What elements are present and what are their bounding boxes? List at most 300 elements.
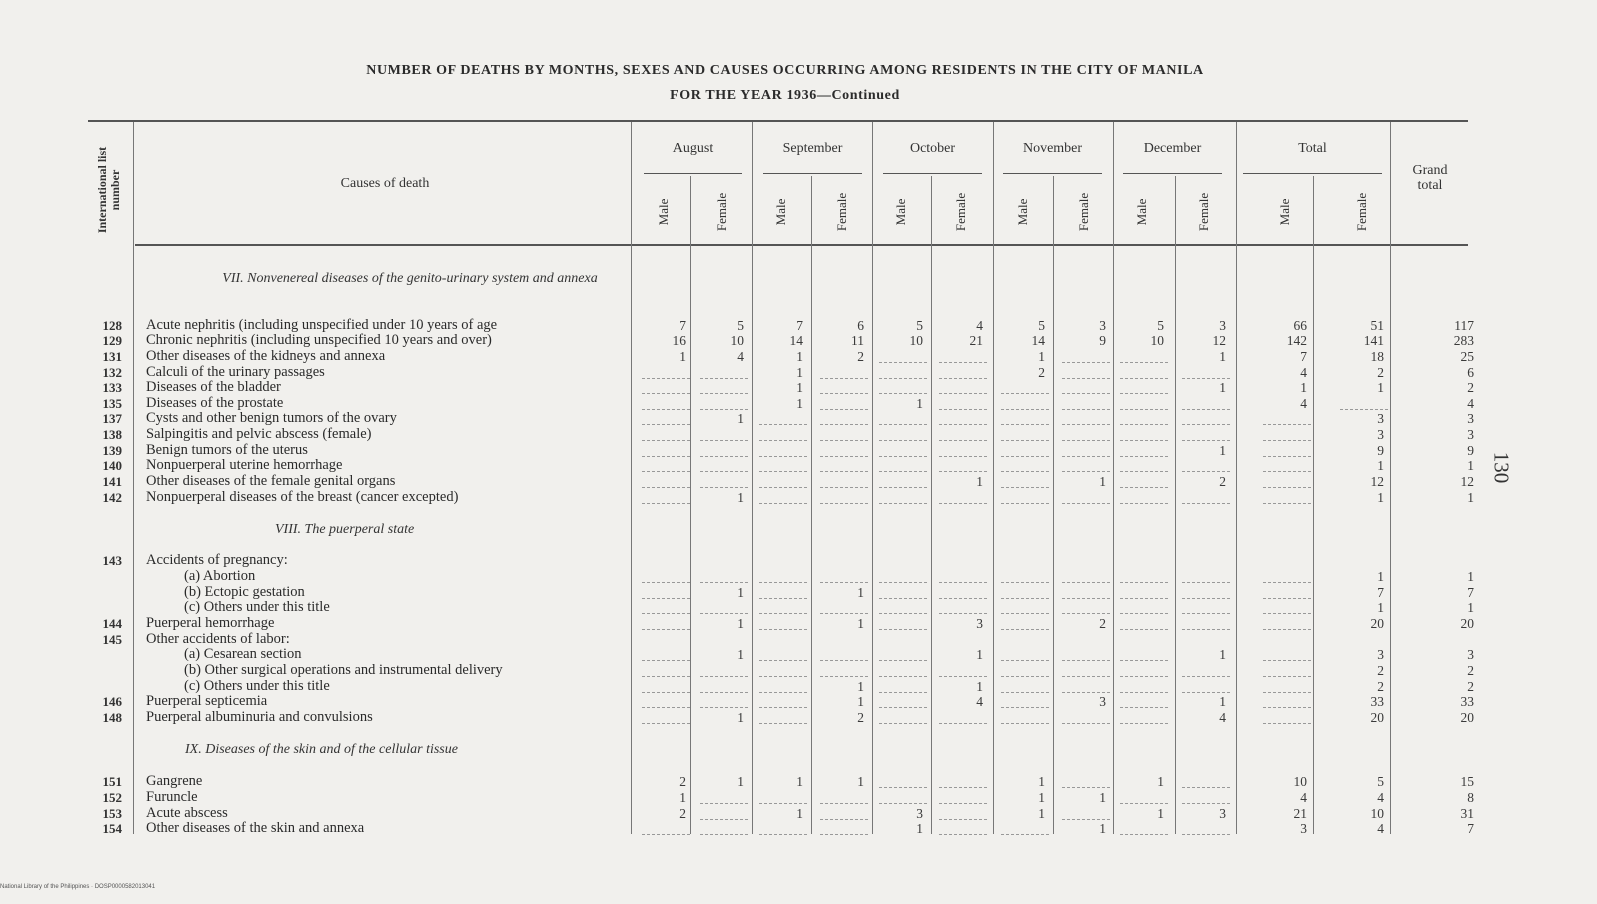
- count-cell: 1: [796, 380, 803, 395]
- count-cell: 2: [857, 710, 864, 725]
- empty-cell-leader: [1263, 456, 1311, 457]
- empty-cell-leader: [1001, 660, 1049, 661]
- empty-cell-leader: [939, 834, 987, 835]
- empty-cell-leader: [879, 393, 927, 394]
- list-number: 154: [102, 821, 122, 836]
- count-cell: 6: [857, 318, 864, 333]
- count-cell: 1: [737, 616, 744, 631]
- count-cell: 1: [976, 679, 983, 694]
- cause-of-death: Nonpuerperal diseases of the breast (cancer excepted): [146, 490, 459, 505]
- empty-cell-leader: [939, 613, 987, 614]
- empty-cell-leader: [700, 819, 748, 820]
- cause-of-death: Calculi of the urinary passages: [146, 365, 325, 380]
- male-subheader: Male: [1277, 198, 1292, 226]
- empty-cell-leader: [1001, 598, 1049, 599]
- empty-cell-leader: [700, 676, 748, 677]
- grand-total-cell: 20: [1460, 616, 1474, 631]
- empty-cell-leader: [759, 834, 807, 835]
- count-cell: 4: [1219, 710, 1226, 725]
- count-cell: 1: [1038, 349, 1045, 364]
- list-number: 153: [102, 806, 122, 821]
- count-cell: 1: [796, 365, 803, 380]
- count-cell: 3: [1377, 427, 1384, 442]
- count-cell: 7: [679, 318, 686, 333]
- empty-cell-leader: [939, 723, 987, 724]
- empty-cell-leader: [1263, 503, 1311, 504]
- count-cell: 51: [1370, 318, 1384, 333]
- count-cell: 4: [976, 694, 983, 709]
- empty-cell-leader: [820, 582, 868, 583]
- empty-cell-leader: [939, 440, 987, 441]
- empty-cell-leader: [1001, 487, 1049, 488]
- count-cell: 1: [737, 411, 744, 426]
- count-cell: 7: [796, 318, 803, 333]
- count-cell: 1: [1219, 349, 1226, 364]
- count-cell: 5: [1377, 774, 1384, 789]
- column-divider: [1053, 176, 1054, 834]
- empty-cell-leader: [642, 503, 690, 504]
- cause-of-death: Gangrene: [146, 774, 203, 789]
- column-divider: [690, 176, 691, 834]
- empty-cell-leader: [759, 692, 807, 693]
- cause-of-death: Diseases of the prostate: [146, 396, 284, 411]
- empty-cell-leader: [1062, 393, 1110, 394]
- empty-cell-leader: [1120, 582, 1168, 583]
- empty-cell-leader: [1001, 503, 1049, 504]
- empty-cell-leader: [1182, 613, 1230, 614]
- empty-cell-leader: [820, 834, 868, 835]
- count-cell: 142: [1286, 333, 1307, 348]
- count-cell: 21: [969, 333, 983, 348]
- empty-cell-leader: [1263, 707, 1311, 708]
- causes-header: Causes of death: [340, 176, 430, 191]
- empty-cell-leader: [939, 471, 987, 472]
- cause-of-death: Acute abscess: [146, 806, 228, 821]
- empty-cell-leader: [1182, 803, 1230, 804]
- count-cell: 1: [1219, 380, 1226, 395]
- empty-cell-leader: [939, 424, 987, 425]
- empty-cell-leader: [700, 393, 748, 394]
- count-cell: 10: [909, 333, 923, 348]
- empty-cell-leader: [1001, 613, 1049, 614]
- empty-cell-leader: [642, 471, 690, 472]
- empty-cell-leader: [1120, 803, 1168, 804]
- empty-cell-leader: [820, 487, 868, 488]
- empty-cell-leader: [1062, 819, 1110, 820]
- grand-total-cell: 3: [1467, 411, 1474, 426]
- empty-cell-leader: [879, 660, 927, 661]
- month-header: October: [909, 141, 956, 156]
- count-cell: 4: [1377, 790, 1384, 805]
- empty-cell-leader: [879, 787, 927, 788]
- empty-cell-leader: [820, 803, 868, 804]
- empty-cell-leader: [1182, 787, 1230, 788]
- column-divider: [931, 176, 932, 834]
- count-cell: 1: [976, 474, 983, 489]
- empty-cell-leader: [879, 676, 927, 677]
- empty-cell-leader: [642, 692, 690, 693]
- empty-cell-leader: [820, 471, 868, 472]
- empty-cell-leader: [759, 582, 807, 583]
- count-cell: 1: [1377, 458, 1384, 473]
- empty-cell-leader: [1062, 378, 1110, 379]
- empty-cell-leader: [1062, 723, 1110, 724]
- count-cell: 3: [1219, 806, 1226, 821]
- empty-cell-leader: [759, 471, 807, 472]
- empty-cell-leader: [820, 676, 868, 677]
- female-subheader: Female: [834, 192, 849, 232]
- empty-cell-leader: [820, 424, 868, 425]
- empty-cell-leader: [879, 707, 927, 708]
- empty-cell-leader: [1120, 613, 1168, 614]
- count-cell: 1: [1099, 790, 1106, 805]
- cause-of-death: Furuncle: [146, 790, 198, 805]
- empty-cell-leader: [820, 660, 868, 661]
- month-rule: [1243, 173, 1382, 174]
- empty-cell-leader: [700, 692, 748, 693]
- count-cell: 2: [1099, 616, 1106, 631]
- count-cell: 1: [1219, 647, 1226, 662]
- list-number: 146: [102, 694, 122, 709]
- list-number: 131: [102, 349, 122, 364]
- empty-cell-leader: [642, 582, 690, 583]
- count-cell: 7: [1377, 585, 1384, 600]
- empty-cell-leader: [1120, 629, 1168, 630]
- month-rule: [644, 173, 742, 174]
- female-subheader: Female: [1076, 192, 1091, 232]
- header-bottom-rule: [135, 244, 1468, 246]
- count-cell: 1: [857, 585, 864, 600]
- empty-cell-leader: [1120, 598, 1168, 599]
- grand-total-cell: 1: [1467, 490, 1474, 505]
- female-subheader: Female: [1354, 192, 1369, 232]
- empty-cell-leader: [939, 787, 987, 788]
- female-subheader: Female: [1196, 192, 1211, 232]
- footer-credit: National Library of the Philippines · DOSP0000582013041: [0, 884, 156, 890]
- grand-total-cell: 9: [1467, 443, 1474, 458]
- grand-total-cell: 283: [1453, 333, 1474, 348]
- grand-total-cell: 7: [1467, 821, 1474, 836]
- empty-cell-leader: [1263, 629, 1311, 630]
- cause-of-death: (b) Ectopic gestation: [184, 585, 305, 600]
- empty-cell-leader: [1263, 598, 1311, 599]
- list-number: 128: [102, 318, 122, 333]
- column-divider: [872, 176, 873, 834]
- count-cell: 4: [1300, 790, 1307, 805]
- column-divider: [1113, 176, 1114, 834]
- empty-cell-leader: [700, 803, 748, 804]
- count-cell: 1: [857, 679, 864, 694]
- empty-cell-leader: [759, 440, 807, 441]
- empty-cell-leader: [1120, 707, 1168, 708]
- empty-cell-leader: [759, 424, 807, 425]
- empty-cell-leader: [939, 598, 987, 599]
- empty-cell-leader: [642, 393, 690, 394]
- count-cell: 4: [1377, 821, 1384, 836]
- empty-cell-leader: [1263, 424, 1311, 425]
- cause-of-death: Chronic nephritis (including unspecified 10 years and over): [146, 333, 492, 348]
- empty-cell-leader: [1263, 660, 1311, 661]
- count-cell: 1: [1377, 600, 1384, 615]
- cause-of-death: Other diseases of the kidneys and annexa: [146, 349, 386, 364]
- column-divider: [1313, 176, 1314, 834]
- count-cell: 10: [730, 333, 744, 348]
- table-subtitle: FOR THE YEAR 1936—Continued: [670, 88, 900, 103]
- count-cell: 2: [1377, 679, 1384, 694]
- empty-cell-leader: [939, 676, 987, 677]
- empty-cell-leader: [1120, 676, 1168, 677]
- empty-cell-leader: [879, 803, 927, 804]
- list-number: 139: [102, 443, 122, 458]
- count-cell: 1: [1300, 380, 1307, 395]
- count-cell: 14: [789, 333, 803, 348]
- grand-total-cell: 117: [1454, 318, 1474, 333]
- empty-cell-leader: [1001, 582, 1049, 583]
- count-cell: 2: [679, 806, 686, 821]
- list-number: 144: [102, 616, 122, 631]
- list-number: 135: [102, 396, 122, 411]
- count-cell: 1: [857, 616, 864, 631]
- count-cell: 7: [1300, 349, 1307, 364]
- empty-cell-leader: [1182, 378, 1230, 379]
- count-cell: 66: [1293, 318, 1307, 333]
- count-cell: 1: [1219, 694, 1226, 709]
- empty-cell-leader: [642, 440, 690, 441]
- empty-cell-leader: [1001, 471, 1049, 472]
- empty-cell-leader: [820, 409, 868, 410]
- empty-cell-leader: [700, 409, 748, 410]
- empty-cell-leader: [939, 393, 987, 394]
- grand-total-cell: 1: [1467, 600, 1474, 615]
- empty-cell-leader: [1062, 692, 1110, 693]
- empty-cell-leader: [1001, 440, 1049, 441]
- grand-total-cell: 4: [1467, 396, 1474, 411]
- empty-cell-leader: [1062, 440, 1110, 441]
- empty-cell-leader: [1120, 393, 1168, 394]
- list-number: 140: [102, 458, 122, 473]
- empty-cell-leader: [1001, 393, 1049, 394]
- empty-cell-leader: [939, 409, 987, 410]
- empty-cell-leader: [820, 440, 868, 441]
- count-cell: 2: [679, 774, 686, 789]
- count-cell: 1: [1099, 821, 1106, 836]
- empty-cell-leader: [1182, 692, 1230, 693]
- empty-cell-leader: [700, 834, 748, 835]
- male-subheader: Male: [893, 198, 908, 226]
- empty-cell-leader: [820, 503, 868, 504]
- month-header: August: [672, 141, 714, 156]
- count-cell: 1: [796, 774, 803, 789]
- count-cell: 20: [1370, 616, 1384, 631]
- empty-cell-leader: [1001, 723, 1049, 724]
- grand-total-cell: 20: [1460, 710, 1474, 725]
- empty-cell-leader: [1062, 582, 1110, 583]
- empty-cell-leader: [1120, 362, 1168, 363]
- empty-cell-leader: [759, 676, 807, 677]
- empty-cell-leader: [879, 487, 927, 488]
- empty-cell-leader: [1182, 629, 1230, 630]
- empty-cell-leader: [759, 660, 807, 661]
- empty-cell-leader: [759, 487, 807, 488]
- empty-cell-leader: [1263, 440, 1311, 441]
- empty-cell-leader: [879, 456, 927, 457]
- count-cell: 3: [1099, 694, 1106, 709]
- empty-cell-leader: [759, 598, 807, 599]
- empty-cell-leader: [1062, 471, 1110, 472]
- grand-total-cell: 33: [1460, 694, 1474, 709]
- empty-cell-leader: [759, 456, 807, 457]
- empty-cell-leader: [642, 834, 690, 835]
- month-header: Total: [1298, 141, 1327, 156]
- cause-of-death: Puerperal albuminuria and convulsions: [146, 710, 373, 725]
- list-number: 151: [102, 774, 122, 789]
- count-cell: 1: [1377, 490, 1384, 505]
- empty-cell-leader: [1182, 598, 1230, 599]
- cause-of-death: (a) Abortion: [184, 569, 256, 584]
- empty-cell-leader: [1001, 456, 1049, 457]
- list-number: 137: [102, 411, 122, 426]
- list-number: 132: [102, 365, 122, 380]
- count-cell: 1: [857, 694, 864, 709]
- count-cell: 16: [672, 333, 686, 348]
- empty-cell-leader: [820, 456, 868, 457]
- count-cell: 33: [1370, 694, 1384, 709]
- empty-cell-leader: [939, 819, 987, 820]
- table-top-rule: [88, 120, 1468, 122]
- cause-of-death: Other accidents of labor:: [146, 632, 290, 647]
- count-cell: 1: [737, 710, 744, 725]
- cause-of-death: Acute nephritis (including unspecified under 10 years of age: [146, 318, 498, 333]
- count-cell: 12: [1212, 333, 1226, 348]
- cause-of-death: Other diseases of the female genital organs: [146, 474, 396, 489]
- grand-total-header: Grand total: [1412, 163, 1448, 193]
- page-number: 130: [1489, 451, 1514, 484]
- empty-cell-leader: [1120, 424, 1168, 425]
- cause-of-death: (a) Cesarean section: [184, 647, 302, 662]
- empty-cell-leader: [700, 707, 748, 708]
- grand-total-cell: 2: [1467, 663, 1474, 678]
- grand-total-divider: [1390, 122, 1391, 834]
- month-rule: [1123, 173, 1222, 174]
- empty-cell-leader: [1062, 409, 1110, 410]
- count-cell: 1: [916, 396, 923, 411]
- empty-cell-leader: [1182, 582, 1230, 583]
- count-cell: 5: [1157, 318, 1164, 333]
- empty-cell-leader: [1062, 362, 1110, 363]
- male-subheader: Male: [1134, 198, 1149, 226]
- count-cell: 3: [1099, 318, 1106, 333]
- grand-total-cell: 3: [1467, 427, 1474, 442]
- count-cell: 4: [976, 318, 983, 333]
- count-cell: 1: [1377, 380, 1384, 395]
- empty-cell-leader: [1120, 487, 1168, 488]
- empty-cell-leader: [820, 393, 868, 394]
- empty-cell-leader: [1120, 378, 1168, 379]
- count-cell: 1: [737, 585, 744, 600]
- cause-of-death: Accidents of pregnancy:: [146, 553, 288, 568]
- empty-cell-leader: [1182, 424, 1230, 425]
- empty-cell-leader: [1182, 471, 1230, 472]
- cause-of-death: Salpingitis and pelvic abscess (female): [146, 427, 372, 442]
- empty-cell-leader: [879, 613, 927, 614]
- grand-total-cell: 31: [1460, 806, 1474, 821]
- empty-cell-leader: [1001, 834, 1049, 835]
- empty-cell-leader: [939, 362, 987, 363]
- empty-cell-leader: [1062, 676, 1110, 677]
- empty-cell-leader: [1340, 409, 1388, 410]
- count-cell: 2: [1377, 663, 1384, 678]
- grand-total-cell: 25: [1460, 349, 1474, 364]
- count-cell: 1: [737, 647, 744, 662]
- month-rule: [1003, 173, 1102, 174]
- empty-cell-leader: [642, 487, 690, 488]
- column-divider: [1236, 176, 1237, 834]
- column-divider: [811, 176, 812, 834]
- empty-cell-leader: [939, 803, 987, 804]
- section-title: VIII. The puerperal state: [275, 522, 415, 537]
- month-divider: [1236, 122, 1237, 176]
- empty-cell-leader: [1182, 676, 1230, 677]
- list-number-header: International list number: [95, 146, 122, 234]
- cause-of-death: (c) Others under this title: [184, 600, 330, 615]
- empty-cell-leader: [700, 487, 748, 488]
- grand-total-cell: 12: [1460, 474, 1474, 489]
- count-cell: 10: [1150, 333, 1164, 348]
- month-header: November: [1022, 141, 1083, 156]
- month-header: September: [782, 141, 843, 156]
- empty-cell-leader: [1001, 707, 1049, 708]
- empty-cell-leader: [1001, 692, 1049, 693]
- empty-cell-leader: [1120, 692, 1168, 693]
- count-cell: 1: [1219, 443, 1226, 458]
- empty-cell-leader: [1120, 723, 1168, 724]
- count-cell: 1: [1038, 790, 1045, 805]
- count-cell: 2: [857, 349, 864, 364]
- section-title: IX. Diseases of the skin and of the cellular tissue: [185, 742, 458, 757]
- empty-cell-leader: [759, 613, 807, 614]
- empty-cell-leader: [1001, 424, 1049, 425]
- list-number: 143: [102, 553, 122, 568]
- empty-cell-leader: [1182, 834, 1230, 835]
- empty-cell-leader: [820, 613, 868, 614]
- male-subheader: Male: [1015, 198, 1030, 226]
- count-cell: 4: [737, 349, 744, 364]
- count-cell: 9: [1377, 443, 1384, 458]
- empty-cell-leader: [759, 707, 807, 708]
- female-subheader: Female: [953, 192, 968, 232]
- empty-cell-leader: [1062, 598, 1110, 599]
- column-divider: [752, 176, 753, 834]
- empty-cell-leader: [1263, 487, 1311, 488]
- count-cell: 2: [1377, 365, 1384, 380]
- empty-cell-leader: [700, 613, 748, 614]
- count-cell: 141: [1363, 333, 1384, 348]
- cause-of-death: Puerperal hemorrhage: [146, 616, 275, 631]
- empty-cell-leader: [879, 378, 927, 379]
- list-number: 142: [102, 490, 122, 505]
- empty-cell-leader: [1182, 440, 1230, 441]
- empty-cell-leader: [759, 723, 807, 724]
- month-rule: [883, 173, 982, 174]
- cause-of-death: Benign tumors of the uterus: [146, 443, 308, 458]
- count-cell: 1: [1099, 474, 1106, 489]
- count-cell: 1: [796, 806, 803, 821]
- empty-cell-leader: [879, 440, 927, 441]
- empty-cell-leader: [1263, 582, 1311, 583]
- count-cell: 1: [1377, 569, 1384, 584]
- empty-cell-leader: [642, 660, 690, 661]
- count-cell: 3: [976, 616, 983, 631]
